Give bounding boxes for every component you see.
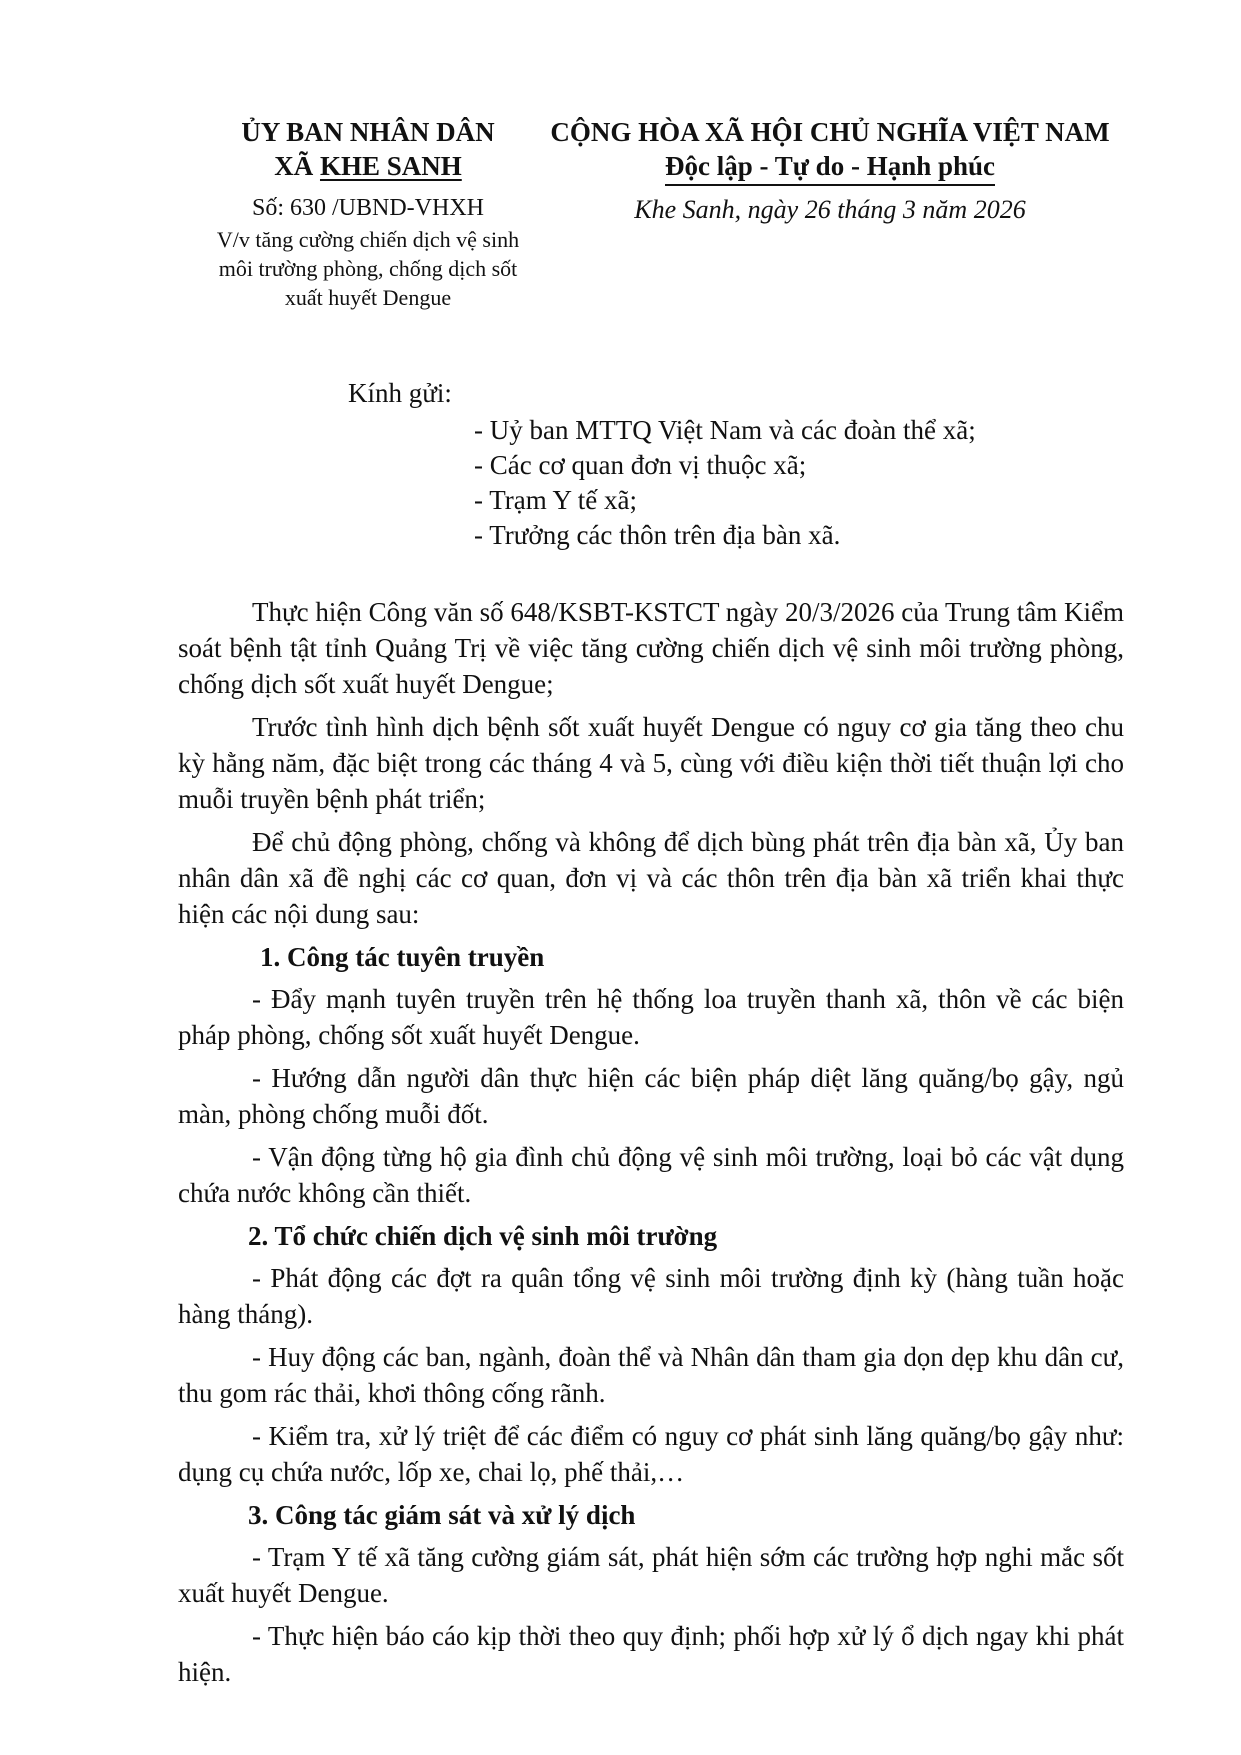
intro-paragraph: Trước tình hình dịch bệnh sốt xuất huyết Dengue có nguy cơ gia tăng theo chu kỳ hằng năm, đặc biệt trong các tháng 4 và 5, cùng với điều kiện thời tiết thuận lợi cho muỗi truyền bệnh phát triển; <box>178 712 1124 814</box>
recipients-block <box>348 376 1148 553</box>
recipient-list <box>474 413 1148 553</box>
subject-line: V/v tăng cường chiến dịch vệ sinh <box>216 227 520 252</box>
section-item: - Thực hiện báo cáo kịp thời theo quy định; phối hợp xử lý ổ dịch ngay khi phát hiện. <box>178 1621 1124 1687</box>
issuing-authority-line2 <box>188 149 548 183</box>
section-item: - Phát động các đợt ra quân tổng vệ sinh môi trường định kỳ (hàng tuần hoặc hàng tháng). <box>178 1263 1124 1329</box>
authority-prefix: XÃ <box>274 151 320 181</box>
section-item: - Vận động từng hộ gia đình chủ động vệ sinh môi trường, loại bỏ các vật dụng chứa nước không cần thiết. <box>178 1142 1124 1208</box>
section-heading-communication: 1. Công tác tuyên truyền <box>260 942 545 972</box>
issuing-authority-line1: ỦY BAN NHÂN DÂN <box>241 117 495 147</box>
recipient-item: - Trưởng các thôn trên địa bàn xã. <box>474 520 841 550</box>
section-item: - Đẩy mạnh tuyên truyền trên hệ thống loa truyền thanh xã, thôn về các biện pháp phòng, chống sốt xuất huyết Dengue. <box>178 984 1124 1050</box>
subject-line: xuất huyết Dengue <box>284 285 452 310</box>
authority-name: KHE SANH <box>319 151 462 181</box>
national-header-block <box>525 115 1135 226</box>
section-item: - Huy động các ban, ngành, đoàn thể và Nhân dân tham gia dọn dẹp khu dân cư, thu gom rác thải, khơi thông cống rãnh. <box>178 1342 1124 1408</box>
document-body <box>178 594 1124 1697</box>
recipient-item: - Uỷ ban MTTQ Việt Nam và các đoàn thể xã; <box>474 415 976 445</box>
document-number: Số: 630 /UBND-VHXH <box>251 195 484 221</box>
subject-line: môi trường phòng, chống dịch sốt <box>218 256 518 281</box>
issuing-authority-block <box>188 115 548 312</box>
section-heading-surveillance: 3. Công tác giám sát và xử lý dịch <box>248 1500 636 1530</box>
intro-paragraph: Thực hiện Công văn số 648/KSBT-KSTCT ngày 20/3/2026 của Trung tâm Kiểm soát bệnh tật tỉnh Quảng Trị về việc tăng cường chiến dịch vệ sinh môi trường phòng, chống dịch sốt xuất huyết Dengue; <box>178 597 1124 699</box>
section-item: - Trạm Y tế xã tăng cường giám sát, phát hiện sớm các trường hợp nghi mắc sốt xuất huyết Dengue. <box>178 1542 1124 1608</box>
section-item: - Kiểm tra, xử lý triệt để các điểm có nguy cơ phát sinh lăng quăng/bọ gậy như: dụng cụ chứa nước, lốp xe, chai lọ, phế thải,… <box>178 1421 1124 1487</box>
recipient-item: - Các cơ quan đơn vị thuộc xã; <box>474 450 807 480</box>
national-motto: Độc lập - Tự do - Hạnh phúc <box>665 149 995 186</box>
recipient-item: - Trạm Y tế xã; <box>474 485 637 515</box>
document-subject <box>188 225 548 312</box>
recipients-label: Kính gửi: <box>348 378 452 408</box>
national-title: CỘNG HÒA XÃ HỘI CHỦ NGHĨA VIỆT NAM <box>550 117 1110 147</box>
section-heading-sanitation-campaign: 2. Tổ chức chiến dịch vệ sinh môi trường <box>248 1221 718 1251</box>
intro-paragraph: Để chủ động phòng, chống và không để dịch bùng phát trên địa bàn xã, Ủy ban nhân dân xã đề nghị các cơ quan, đơn vị và các thôn trên địa bàn xã triển khai thực hiện các nội dung sau: <box>178 827 1124 929</box>
section-item: - Hướng dẫn người dân thực hiện các biện pháp diệt lăng quăng/bọ gậy, ngủ màn, phòng chống muỗi đốt. <box>178 1063 1124 1129</box>
issue-date: Khe Sanh, ngày 26 tháng 3 năm 2026 <box>634 195 1026 224</box>
